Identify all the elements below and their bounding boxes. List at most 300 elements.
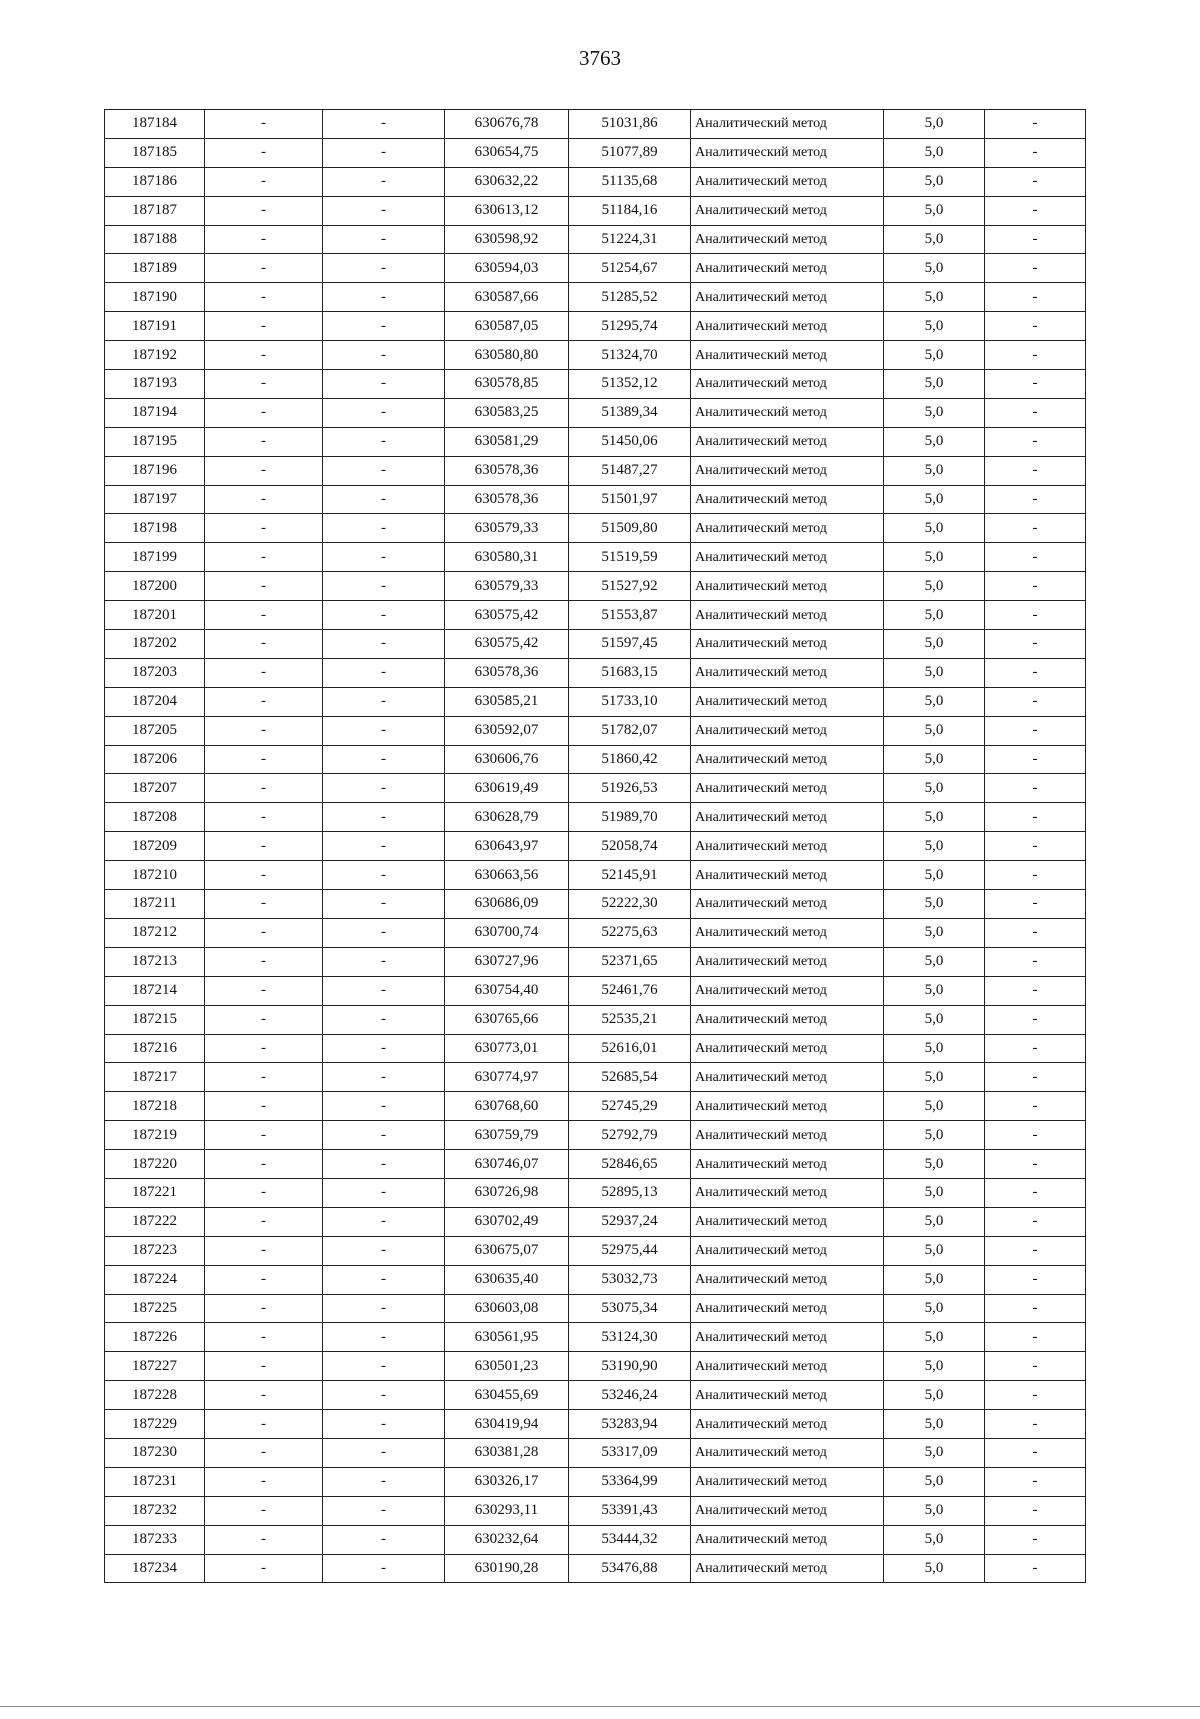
empty-cell: - [985, 1005, 1086, 1034]
y-coordinate-cell: 52846,65 [569, 1150, 691, 1179]
point-id-cell: 187214 [105, 976, 205, 1005]
x-coordinate-cell: 630619,49 [445, 774, 569, 803]
y-coordinate-cell: 52745,29 [569, 1092, 691, 1121]
x-coordinate-cell: 630635,40 [445, 1265, 569, 1294]
x-coordinate-cell: 630455,69 [445, 1381, 569, 1410]
y-coordinate-cell: 51553,87 [569, 601, 691, 630]
method-cell: Аналитический метод [691, 1323, 884, 1352]
point-id-cell: 187195 [105, 427, 205, 456]
empty-cell: - [985, 976, 1086, 1005]
table-row [105, 716, 1086, 745]
y-coordinate-cell: 53317,09 [569, 1438, 691, 1467]
empty-cell: - [205, 658, 323, 687]
accuracy-cell: 5,0 [884, 485, 985, 514]
coordinates-table [104, 109, 1086, 1583]
table-row [105, 1294, 1086, 1323]
y-coordinate-cell: 51295,74 [569, 312, 691, 341]
point-id-cell: 187210 [105, 861, 205, 890]
y-coordinate-cell: 51782,07 [569, 716, 691, 745]
empty-cell: - [323, 1438, 445, 1467]
x-coordinate-cell: 630726,98 [445, 1178, 569, 1207]
point-id-cell: 187188 [105, 225, 205, 254]
method-cell: Аналитический метод [691, 485, 884, 514]
point-id-cell: 187193 [105, 370, 205, 399]
empty-cell: - [323, 254, 445, 283]
method-cell: Аналитический метод [691, 861, 884, 890]
empty-cell: - [205, 1005, 323, 1034]
x-coordinate-cell: 630575,42 [445, 601, 569, 630]
point-id-cell: 187202 [105, 630, 205, 659]
empty-cell: - [985, 918, 1086, 947]
empty-cell: - [205, 774, 323, 803]
empty-cell: - [205, 832, 323, 861]
accuracy-cell: 5,0 [884, 832, 985, 861]
point-id-cell: 187226 [105, 1323, 205, 1352]
empty-cell: - [205, 1265, 323, 1294]
empty-cell: - [985, 283, 1086, 312]
table-row [105, 514, 1086, 543]
table-row [105, 658, 1086, 687]
point-id-cell: 187234 [105, 1554, 205, 1583]
point-id-cell: 187229 [105, 1410, 205, 1439]
table-row [105, 1525, 1086, 1554]
table-row [105, 687, 1086, 716]
table-row [105, 1005, 1086, 1034]
point-id-cell: 187213 [105, 947, 205, 976]
point-id-cell: 187185 [105, 138, 205, 167]
table-row [105, 918, 1086, 947]
empty-cell: - [985, 370, 1086, 399]
table-row [105, 1236, 1086, 1265]
y-coordinate-cell: 52975,44 [569, 1236, 691, 1265]
y-coordinate-cell: 51527,92 [569, 572, 691, 601]
accuracy-cell: 5,0 [884, 543, 985, 572]
method-cell: Аналитический метод [691, 687, 884, 716]
table-row [105, 283, 1086, 312]
empty-cell: - [205, 543, 323, 572]
x-coordinate-cell: 630765,66 [445, 1005, 569, 1034]
table-row [105, 1410, 1086, 1439]
empty-cell: - [985, 398, 1086, 427]
empty-cell: - [985, 947, 1086, 976]
method-cell: Аналитический метод [691, 745, 884, 774]
empty-cell: - [323, 716, 445, 745]
accuracy-cell: 5,0 [884, 1381, 985, 1410]
y-coordinate-cell: 52535,21 [569, 1005, 691, 1034]
empty-cell: - [205, 947, 323, 976]
table-row [105, 1092, 1086, 1121]
method-cell: Аналитический метод [691, 1178, 884, 1207]
empty-cell: - [985, 1063, 1086, 1092]
y-coordinate-cell: 51031,86 [569, 110, 691, 139]
empty-cell: - [205, 1207, 323, 1236]
x-coordinate-cell: 630774,97 [445, 1063, 569, 1092]
method-cell: Аналитический метод [691, 1496, 884, 1525]
empty-cell: - [323, 572, 445, 601]
method-cell: Аналитический метод [691, 167, 884, 196]
method-cell: Аналитический метод [691, 398, 884, 427]
empty-cell: - [205, 1034, 323, 1063]
method-cell: Аналитический метод [691, 1063, 884, 1092]
point-id-cell: 187186 [105, 167, 205, 196]
y-coordinate-cell: 53032,73 [569, 1265, 691, 1294]
empty-cell: - [323, 861, 445, 890]
empty-cell: - [205, 225, 323, 254]
x-coordinate-cell: 630579,33 [445, 514, 569, 543]
x-coordinate-cell: 630613,12 [445, 196, 569, 225]
method-cell: Аналитический метод [691, 803, 884, 832]
y-coordinate-cell: 52461,76 [569, 976, 691, 1005]
y-coordinate-cell: 53364,99 [569, 1467, 691, 1496]
empty-cell: - [205, 1178, 323, 1207]
empty-cell: - [323, 832, 445, 861]
point-id-cell: 187187 [105, 196, 205, 225]
x-coordinate-cell: 630587,66 [445, 283, 569, 312]
method-cell: Аналитический метод [691, 1438, 884, 1467]
empty-cell: - [205, 918, 323, 947]
y-coordinate-cell: 51077,89 [569, 138, 691, 167]
empty-cell: - [985, 1265, 1086, 1294]
x-coordinate-cell: 630501,23 [445, 1352, 569, 1381]
accuracy-cell: 5,0 [884, 861, 985, 890]
accuracy-cell: 5,0 [884, 890, 985, 919]
empty-cell: - [205, 630, 323, 659]
y-coordinate-cell: 53283,94 [569, 1410, 691, 1439]
point-id-cell: 187230 [105, 1438, 205, 1467]
accuracy-cell: 5,0 [884, 1438, 985, 1467]
empty-cell: - [205, 1554, 323, 1583]
empty-cell: - [323, 1323, 445, 1352]
point-id-cell: 187204 [105, 687, 205, 716]
empty-cell: - [985, 1178, 1086, 1207]
y-coordinate-cell: 51224,31 [569, 225, 691, 254]
table-row [105, 1121, 1086, 1150]
y-coordinate-cell: 52937,24 [569, 1207, 691, 1236]
x-coordinate-cell: 630580,31 [445, 543, 569, 572]
empty-cell: - [323, 1034, 445, 1063]
accuracy-cell: 5,0 [884, 110, 985, 139]
empty-cell: - [323, 774, 445, 803]
empty-cell: - [985, 1381, 1086, 1410]
empty-cell: - [985, 456, 1086, 485]
x-coordinate-cell: 630583,25 [445, 398, 569, 427]
accuracy-cell: 5,0 [884, 630, 985, 659]
empty-cell: - [985, 1438, 1086, 1467]
method-cell: Аналитический метод [691, 976, 884, 1005]
accuracy-cell: 5,0 [884, 167, 985, 196]
empty-cell: - [985, 1525, 1086, 1554]
method-cell: Аналитический метод [691, 196, 884, 225]
y-coordinate-cell: 51135,68 [569, 167, 691, 196]
table-row [105, 1381, 1086, 1410]
empty-cell: - [205, 1150, 323, 1179]
empty-cell: - [323, 803, 445, 832]
x-coordinate-cell: 630578,36 [445, 658, 569, 687]
empty-cell: - [985, 1034, 1086, 1063]
method-cell: Аналитический метод [691, 658, 884, 687]
point-id-cell: 187233 [105, 1525, 205, 1554]
point-id-cell: 187224 [105, 1265, 205, 1294]
table-row [105, 138, 1086, 167]
x-coordinate-cell: 630675,07 [445, 1236, 569, 1265]
x-coordinate-cell: 630654,75 [445, 138, 569, 167]
empty-cell: - [205, 1381, 323, 1410]
empty-cell: - [205, 1352, 323, 1381]
y-coordinate-cell: 53476,88 [569, 1554, 691, 1583]
method-cell: Аналитический метод [691, 1265, 884, 1294]
accuracy-cell: 5,0 [884, 1265, 985, 1294]
point-id-cell: 187189 [105, 254, 205, 283]
empty-cell: - [323, 514, 445, 543]
empty-cell: - [323, 1121, 445, 1150]
empty-cell: - [323, 976, 445, 1005]
point-id-cell: 187207 [105, 774, 205, 803]
empty-cell: - [985, 110, 1086, 139]
empty-cell: - [323, 1352, 445, 1381]
empty-cell: - [323, 196, 445, 225]
empty-cell: - [323, 630, 445, 659]
empty-cell: - [205, 1410, 323, 1439]
accuracy-cell: 5,0 [884, 196, 985, 225]
empty-cell: - [985, 803, 1086, 832]
table-row [105, 1467, 1086, 1496]
empty-cell: - [985, 774, 1086, 803]
empty-cell: - [985, 167, 1086, 196]
accuracy-cell: 5,0 [884, 370, 985, 399]
y-coordinate-cell: 51324,70 [569, 341, 691, 370]
empty-cell: - [323, 456, 445, 485]
x-coordinate-cell: 630686,09 [445, 890, 569, 919]
table-row [105, 196, 1086, 225]
y-coordinate-cell: 51683,15 [569, 658, 691, 687]
x-coordinate-cell: 630561,95 [445, 1323, 569, 1352]
method-cell: Аналитический метод [691, 110, 884, 139]
y-coordinate-cell: 52685,54 [569, 1063, 691, 1092]
accuracy-cell: 5,0 [884, 687, 985, 716]
method-cell: Аналитический метод [691, 630, 884, 659]
method-cell: Аналитический метод [691, 832, 884, 861]
method-cell: Аналитический метод [691, 225, 884, 254]
empty-cell: - [205, 312, 323, 341]
empty-cell: - [205, 745, 323, 774]
table-row [105, 976, 1086, 1005]
empty-cell: - [323, 1150, 445, 1179]
accuracy-cell: 5,0 [884, 803, 985, 832]
accuracy-cell: 5,0 [884, 1236, 985, 1265]
table-row [105, 110, 1086, 139]
x-coordinate-cell: 630643,97 [445, 832, 569, 861]
x-coordinate-cell: 630606,76 [445, 745, 569, 774]
table-row [105, 1150, 1086, 1179]
empty-cell: - [985, 312, 1086, 341]
point-id-cell: 187221 [105, 1178, 205, 1207]
y-coordinate-cell: 51926,53 [569, 774, 691, 803]
point-id-cell: 187225 [105, 1294, 205, 1323]
y-coordinate-cell: 51519,59 [569, 543, 691, 572]
x-coordinate-cell: 630773,01 [445, 1034, 569, 1063]
empty-cell: - [323, 1554, 445, 1583]
empty-cell: - [985, 745, 1086, 774]
empty-cell: - [985, 687, 1086, 716]
accuracy-cell: 5,0 [884, 1150, 985, 1179]
empty-cell: - [323, 138, 445, 167]
table-row [105, 254, 1086, 283]
empty-cell: - [205, 1323, 323, 1352]
empty-cell: - [323, 658, 445, 687]
point-id-cell: 187190 [105, 283, 205, 312]
empty-cell: - [205, 167, 323, 196]
empty-cell: - [323, 312, 445, 341]
empty-cell: - [323, 370, 445, 399]
accuracy-cell: 5,0 [884, 1092, 985, 1121]
empty-cell: - [985, 1236, 1086, 1265]
empty-cell: - [323, 947, 445, 976]
method-cell: Аналитический метод [691, 716, 884, 745]
accuracy-cell: 5,0 [884, 254, 985, 283]
empty-cell: - [205, 716, 323, 745]
page-number: 3763 [579, 46, 621, 70]
method-cell: Аналитический метод [691, 1352, 884, 1381]
point-id-cell: 187215 [105, 1005, 205, 1034]
y-coordinate-cell: 51254,67 [569, 254, 691, 283]
empty-cell: - [205, 976, 323, 1005]
point-id-cell: 187191 [105, 312, 205, 341]
x-coordinate-cell: 630326,17 [445, 1467, 569, 1496]
y-coordinate-cell: 53391,43 [569, 1496, 691, 1525]
point-id-cell: 187231 [105, 1467, 205, 1496]
method-cell: Аналитический метод [691, 456, 884, 485]
method-cell: Аналитический метод [691, 283, 884, 312]
empty-cell: - [205, 1467, 323, 1496]
empty-cell: - [985, 341, 1086, 370]
empty-cell: - [205, 138, 323, 167]
method-cell: Аналитический метод [691, 890, 884, 919]
empty-cell: - [985, 861, 1086, 890]
empty-cell: - [205, 110, 323, 139]
table-row [105, 398, 1086, 427]
accuracy-cell: 5,0 [884, 716, 985, 745]
point-id-cell: 187198 [105, 514, 205, 543]
empty-cell: - [205, 514, 323, 543]
empty-cell: - [323, 543, 445, 572]
point-id-cell: 187205 [105, 716, 205, 745]
table-row [105, 947, 1086, 976]
table-row [105, 225, 1086, 254]
empty-cell: - [985, 1150, 1086, 1179]
empty-cell: - [205, 1496, 323, 1525]
accuracy-cell: 5,0 [884, 601, 985, 630]
table-row [105, 1034, 1086, 1063]
accuracy-cell: 5,0 [884, 1005, 985, 1034]
empty-cell: - [323, 110, 445, 139]
empty-cell: - [205, 370, 323, 399]
y-coordinate-cell: 53124,30 [569, 1323, 691, 1352]
empty-cell: - [985, 1496, 1086, 1525]
x-coordinate-cell: 630232,64 [445, 1525, 569, 1554]
empty-cell: - [205, 1063, 323, 1092]
empty-cell: - [323, 427, 445, 456]
table-row [105, 601, 1086, 630]
method-cell: Аналитический метод [691, 1121, 884, 1150]
accuracy-cell: 5,0 [884, 1410, 985, 1439]
table-row [105, 427, 1086, 456]
method-cell: Аналитический метод [691, 1525, 884, 1554]
table-row [105, 312, 1086, 341]
y-coordinate-cell: 51184,16 [569, 196, 691, 225]
point-id-cell: 187200 [105, 572, 205, 601]
accuracy-cell: 5,0 [884, 572, 985, 601]
x-coordinate-cell: 630580,80 [445, 341, 569, 370]
method-cell: Аналитический метод [691, 1381, 884, 1410]
y-coordinate-cell: 52792,79 [569, 1121, 691, 1150]
y-coordinate-cell: 51509,80 [569, 514, 691, 543]
x-coordinate-cell: 630585,21 [445, 687, 569, 716]
empty-cell: - [205, 254, 323, 283]
y-coordinate-cell: 51450,06 [569, 427, 691, 456]
empty-cell: - [323, 1525, 445, 1554]
x-coordinate-cell: 630594,03 [445, 254, 569, 283]
y-coordinate-cell: 51989,70 [569, 803, 691, 832]
table-row [105, 1207, 1086, 1236]
method-cell: Аналитический метод [691, 918, 884, 947]
x-coordinate-cell: 630759,79 [445, 1121, 569, 1150]
empty-cell: - [323, 1005, 445, 1034]
point-id-cell: 187216 [105, 1034, 205, 1063]
y-coordinate-cell: 52371,65 [569, 947, 691, 976]
x-coordinate-cell: 630676,78 [445, 110, 569, 139]
empty-cell: - [985, 1294, 1086, 1323]
table-row [105, 543, 1086, 572]
y-coordinate-cell: 51389,34 [569, 398, 691, 427]
coordinates-table-container [104, 109, 1085, 1583]
empty-cell: - [985, 1092, 1086, 1121]
method-cell: Аналитический метод [691, 341, 884, 370]
empty-cell: - [205, 456, 323, 485]
method-cell: Аналитический метод [691, 1207, 884, 1236]
empty-cell: - [205, 196, 323, 225]
empty-cell: - [985, 485, 1086, 514]
point-id-cell: 187206 [105, 745, 205, 774]
empty-cell: - [323, 1496, 445, 1525]
empty-cell: - [323, 225, 445, 254]
accuracy-cell: 5,0 [884, 1121, 985, 1150]
point-id-cell: 187192 [105, 341, 205, 370]
accuracy-cell: 5,0 [884, 1207, 985, 1236]
bottom-scan-edge [0, 1706, 1200, 1707]
table-row [105, 803, 1086, 832]
empty-cell: - [985, 1207, 1086, 1236]
empty-cell: - [985, 1352, 1086, 1381]
accuracy-cell: 5,0 [884, 138, 985, 167]
y-coordinate-cell: 53444,32 [569, 1525, 691, 1554]
accuracy-cell: 5,0 [884, 1554, 985, 1583]
accuracy-cell: 5,0 [884, 1178, 985, 1207]
y-coordinate-cell: 51501,97 [569, 485, 691, 514]
point-id-cell: 187222 [105, 1207, 205, 1236]
accuracy-cell: 5,0 [884, 1034, 985, 1063]
empty-cell: - [985, 1121, 1086, 1150]
empty-cell: - [985, 254, 1086, 283]
accuracy-cell: 5,0 [884, 976, 985, 1005]
point-id-cell: 187194 [105, 398, 205, 427]
method-cell: Аналитический метод [691, 370, 884, 399]
method-cell: Аналитический метод [691, 1410, 884, 1439]
x-coordinate-cell: 630632,22 [445, 167, 569, 196]
y-coordinate-cell: 52616,01 [569, 1034, 691, 1063]
table-row [105, 1554, 1086, 1583]
accuracy-cell: 5,0 [884, 1496, 985, 1525]
accuracy-cell: 5,0 [884, 398, 985, 427]
